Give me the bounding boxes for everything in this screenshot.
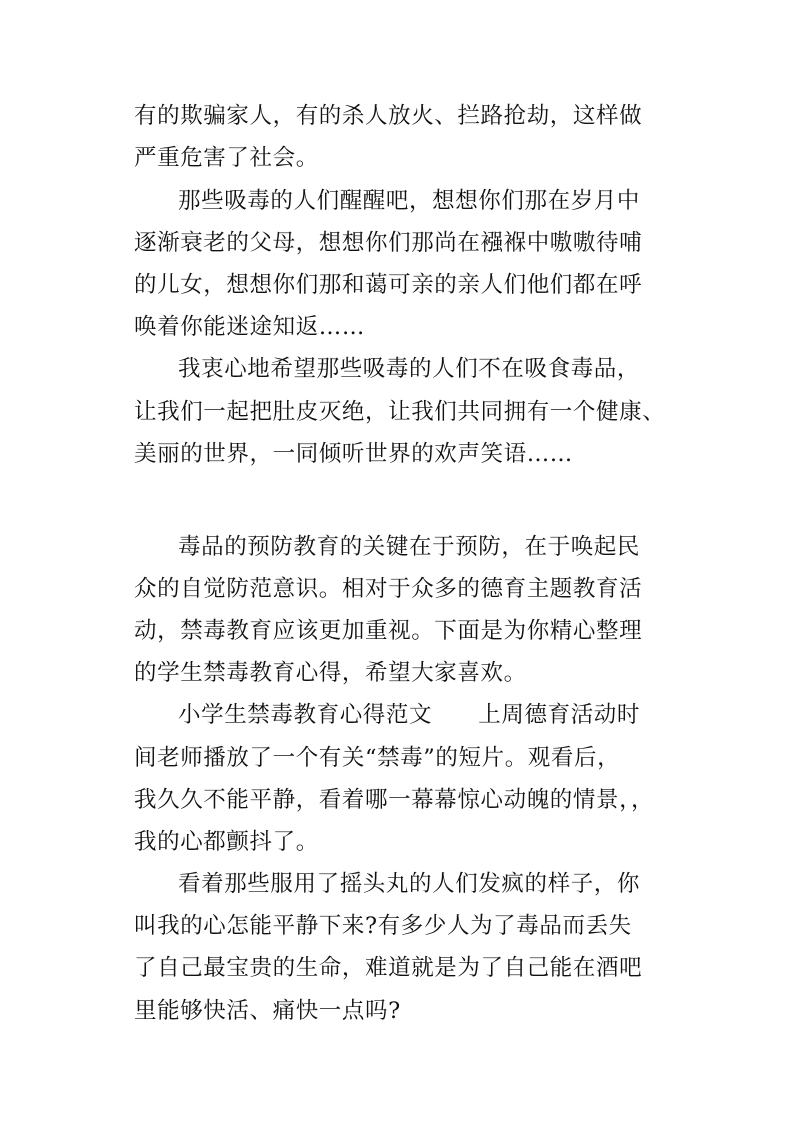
text-line: 美丽的世界，一同倾听世界的欢声笑语…… xyxy=(134,441,573,467)
text-line: 了自己最宝贵的生命，难道就是为了自己能在酒吧 xyxy=(134,955,643,981)
text-line: 唤着你能迷途知返…… xyxy=(134,314,366,340)
text-line: 看着那些服用了摇头丸的人们发疯的样子，你 xyxy=(178,871,641,897)
text-line: 叫我的心怎能平静下来?有多少人为了毒品而丢失 xyxy=(134,913,632,939)
text-line: 的儿女，想想你们那和蔼可亲的亲人们他们都在呼 xyxy=(134,272,643,298)
text-line: 毒品的预防教育的关键在于预防，在于唤起民 xyxy=(178,534,641,560)
text-line: 我的心都颤抖了。 xyxy=(134,829,319,855)
text-line: 小学生禁毒教育心得范文 上周德育活动时 xyxy=(178,702,641,728)
text-line: 里能够快活、痛快一点吗? xyxy=(134,998,401,1024)
text-line: 众的自觉防范意识。相对于众多的德育主题教育活 xyxy=(134,576,643,602)
text-line: 的学生禁毒教育心得，希望大家喜欢。 xyxy=(134,660,527,686)
text-line: 我久久不能平静，看着哪一幕幕惊心动魄的情景，， xyxy=(134,787,655,813)
text-line: 严重危害了社会。 xyxy=(134,145,319,171)
text-line: 让我们一起把肚皮灭绝，让我们共同拥有一个健康、 xyxy=(134,399,666,425)
text-line: 间老师播放了一个有关“禁毒”的短片。观看后， xyxy=(134,745,621,771)
text-line: 逐渐衰老的父母，想想你们那尚在襁褓中嗷嗷待哺 xyxy=(134,230,643,256)
text-line: 有的欺骗家人，有的杀人放火、拦路抢劫，这样做 xyxy=(134,103,643,129)
text-line: 我衷心地希望那些吸毒的人们不在吸食毒品， xyxy=(178,356,641,382)
text-line: 那些吸毒的人们醒醒吧，想想你们那在岁月中 xyxy=(178,188,641,214)
text-line: 动，禁毒教育应该更加重视。下面是为你精心整理 xyxy=(134,618,643,644)
